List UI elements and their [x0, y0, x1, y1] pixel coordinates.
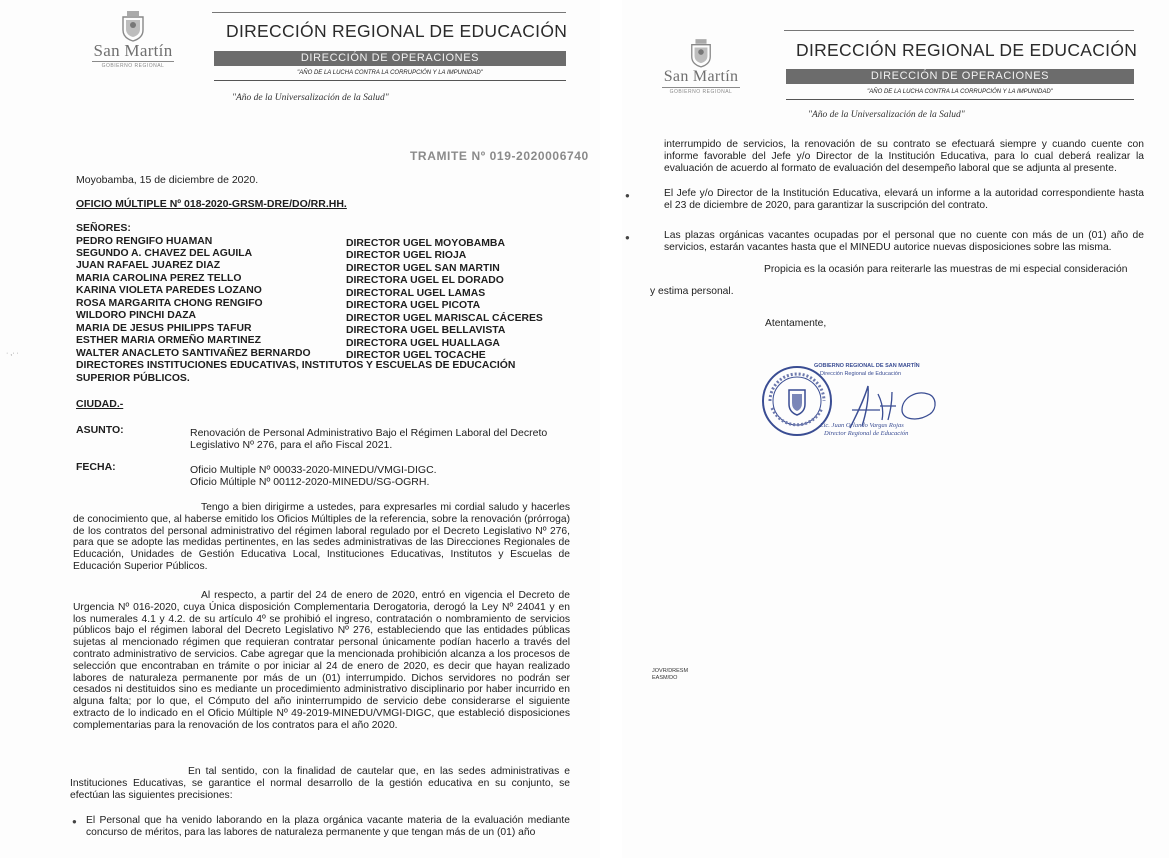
recipient-name: JUAN RAFAEL JUAREZ DIAZ [76, 260, 221, 271]
recipient-name: PEDRO RENGIFO HUAMAN [76, 236, 213, 247]
logo-name: San Martín [93, 41, 173, 60]
logo-subtitle: GOBIERNO REGIONAL [669, 89, 733, 95]
regional-crest-icon [120, 10, 146, 42]
asunto-text: Renovación de Personal Administrativo Bajo el Régimen Laboral del Decreto [190, 427, 548, 439]
body-paragraph: Tengo a bien dirigirme a ustedes, para expresarles mi cordial saludo y hacerles de conocimiento que, al haberse emitido los Oficios Múltiples de la referencia, sobre la renovación (prórroga) de los contratos del personal administrativo del régimen laboral regulado por el Decreto Legislativo Nº 276, para que se adopte las medidas pertinentes, en las sedes administrativas de las Direcciones Regionales de Educación, Unidades de Gestión Educativa Local, Instituciones Educativas, Institutos y Escuelas de Educación Superior Públicos. [73, 502, 570, 572]
asunto-label: ASUNTO: [76, 424, 124, 436]
reference-initials: JOVR/DRESM [652, 668, 689, 674]
header-band: DIRECCIÓN DE OPERACIONES [214, 51, 566, 66]
recipient-role: DIRECTOR UGEL RIOJA [346, 250, 467, 261]
directors-line: DIRECTORES INSTITUCIONES EDUCATIVAS, INSTITUTOS Y ESCUELAS DE EDUCACIÓN [76, 360, 516, 371]
recipient-role: DIRECTOR UGEL MOYOBAMBA [346, 238, 505, 249]
fecha-label: FECHA: [76, 461, 116, 473]
bullet-item: El Jefe y/o Director de la Institución Educativa, elevará un informe a la autoridad correspondiente hasta el 23 de diciembre de 2020, para garantizar la suscripción del contrato. [664, 188, 1144, 211]
header-motto: "AÑO DE LA LUCHA CONTRA LA CORRUPCIÓN Y LA IMPUNIDAD" [867, 89, 1053, 95]
closing-line: Propicia es la ocasión para reiterarle las muestras de mi especial consideración [764, 264, 1128, 275]
bullet-item: El Personal que ha venido laborando en la plaza orgánica vacante materia de la evaluación mediante concurso de méritos, para las labores de naturaleza permanente y que tengan más de un (01) año [86, 815, 570, 838]
recipient-role: DIRECTORA UGEL EL DORADO [346, 275, 504, 286]
logo-name: San Martín [663, 68, 739, 85]
year-label: "Año de la Universalización de la Salud" [808, 110, 965, 120]
page-gutter [600, 0, 622, 858]
recipient-name: WALTER ANACLETO SANTIVAÑEZ BERNARDO [76, 348, 311, 359]
recipient-name: SEGUNDO A. CHAVEZ DEL AGUILA [76, 248, 253, 259]
body-paragraph: interrumpido de servicios, la renovación de su contrato se efectuará siempre y cuando cuente con informe favorable del Jefe y/o Director de la Institución Educativa, para lo cual deberá realizar la evaluación de acuerdo al formato de evaluación del desempeño laboral que se adjunta al presente. [664, 139, 1144, 174]
asunto-text: Legislativo Nº 276, para el año Fiscal 2021. [190, 439, 393, 451]
recipient-role: DIRECTORAL UGEL LAMAS [346, 288, 486, 299]
recipient-role: DIRECTORA UGEL PICOTA [346, 300, 481, 311]
tramite-number: TRAMITE Nº 019-2020006740 [410, 149, 589, 163]
bullet-item: Las plazas orgánicas vacantes ocupadas por el personal que no cuente con más de un (01) año de servicios, estarán vacantes hasta que el MINEDU autorice nuevas disposiciones sobre las misma. [664, 230, 1144, 253]
header-band: DIRECCIÓN DE OPERACIONES [786, 69, 1134, 84]
header-title: DIRECCIÓN REGIONAL DE EDUCACIÓN [796, 40, 1138, 60]
directors-line: SUPERIOR PÚBLICOS. [76, 373, 190, 384]
signer-name: Lic. Juan Orlando Vargas Rojas [820, 422, 904, 429]
document-page-2: San Martín GOBIERNO REGIONAL DIRECCIÓN REGIONAL DE EDUCACIÓN DIRECCIÓN DE OPERACIONES "AÑO DE LA LUCHA CONTRA LA CORRUPCIÓN Y LA IMPUNIDAD" "Año de la Universalización de la Salud" interrumpido de servicios, la renovación de su contrato se efectuará siempre y cuando cuente con informe favorable del Jefe y/o Director de la Institución Educativa, para lo cual deberá realizar la evaluación de acuerdo al formato de evaluación del desempeño laboral que se adjunta al presente. ● El Jefe y/o Director de la Institución Educativa, elevará un informe a la autoridad correspondiente hasta el 23 de diciembre de 2020, para garantizar la suscripción del contrato. ● Las plazas orgánicas vacantes ocupadas por el personal que no cuente con más de un (01) año de servicios, estarán vacantes hasta que el MINEDU autorice nuevas disposiciones sobre las misma. Propicia es la ocasión para reiterarle las muestras de mi especial consideración y estima personal. Atentamente, GOBIERNO REGIONAL DE SAN MARTÍN Dirección Regional de Educación Lic. Juan Orlando Vargas Rojas Director Regional de Educación JOVR/DRESM EASM/DO [622, 0, 1169, 858]
recipient-name: WILDORO PINCHI DAZA [76, 310, 197, 321]
regional-logo [88, 10, 178, 69]
reference-line: Oficio Multiple Nº 00033-2020-MINEDU/VMGI-DIGC. [190, 464, 437, 476]
recipient-role: DIRECTORA UGEL HUALLAGA [346, 338, 500, 349]
signer-title: Director Regional de Educación [824, 430, 909, 437]
regional-logo [658, 38, 744, 95]
place-date: Moyobamba, 15 de diciembre de 2020. [76, 174, 259, 186]
city-line: CIUDAD.- [76, 398, 124, 410]
salutation: SEÑORES: [76, 222, 131, 234]
recipient-name: MARIA DE JESUS PHILIPPS TAFUR [76, 323, 252, 334]
stamp-dept: Dirección Regional de Educación [820, 371, 902, 377]
recipient-role: DIRECTOR UGEL MARISCAL CÁCERES [346, 313, 543, 324]
body-paragraph: En tal sentido, con la finalidad de cautelar que, en las sedes administrativas e Instituciones Educativas, se garantice el normal desarrollo de la gestión educativa en su conjunto, se efectúan las siguientes precisiones: [70, 766, 570, 801]
closing-line: y estima personal. [650, 286, 734, 297]
recipient-role: DIRECTORA UGEL BELLAVISTA [346, 325, 506, 336]
recipient-name: KARINA VIOLETA PAREDES LOZANO [76, 285, 262, 296]
year-label: "Año de la Universalización de la Salud" [232, 93, 389, 103]
header-title: DIRECCIÓN REGIONAL DE EDUCACIÓN [226, 21, 568, 41]
stamp-org: GOBIERNO REGIONAL DE SAN MARTÍN [814, 363, 920, 369]
header-motto: "AÑO DE LA LUCHA CONTRA LA CORRUPCIÓN Y LA IMPUNIDAD" [297, 70, 483, 76]
recipient-name: MARIA CAROLINA PEREZ TELLO [76, 273, 242, 284]
recipient-name: ESTHER MARIA ORMEÑO MARTINEZ [76, 335, 261, 346]
valediction: Atentamente, [765, 318, 827, 329]
reference-line: Oficio Múltiple Nº 00112-2020-MINEDU/SG-OGRH. [190, 476, 430, 488]
reference-initials: EASM/DO [652, 675, 678, 681]
oficio-number: OFICIO MÚLTIPLE Nº 018-2020-GRSM-DRE/DO/RR.HH. [76, 198, 347, 210]
recipient-role: DIRECTOR UGEL TOCACHE [346, 350, 486, 361]
regional-crest-icon [689, 38, 713, 68]
document-page-1: San Martín GOBIERNO REGIONAL DIRECCIÓN REGIONAL DE EDUCACIÓN DIRECCIÓN DE OPERACIONES "AÑO DE LA LUCHA CONTRA LA CORRUPCIÓN Y LA IMPUNIDAD" "Año de la Universalización de la Salud" TRAMITE Nº 019-2020006740 Moyobamba, 15 de diciembre de 2020. OFICIO MÚLTIPLE Nº 018-2020-GRSM-DRE/DO/RR.HH. SEÑORES: PEDRO RENGIFO HUAMAN DIRECTOR UGEL MOYOBAMBA SEGUNDO A. CHAVEZ DEL AGUILA DIRECTOR UGEL RIOJA JUAN RAFAEL JUAREZ DIAZ DIRECTOR UGEL SAN MARTIN MARIA CAROLINA PEREZ TELLO DIRECTORA UGEL EL DORADO KARINA VIOLETA PAREDES LOZANO DIRECTORAL UGEL LAMAS ROSA MARGARITA CHONG RENGIFO DIRECTORA UGEL PICOTA WILDORO PINCHI DAZA DIRECTOR UGEL MARISCAL CÁCERES MARIA DE JESUS PHILIPPS TAFUR DIRECTORA UGEL BELLAVISTA ESTHER MARIA ORMEÑO MARTINEZ DIRECTORA UGEL HUALLAGA WALTER ANACLETO SANTIVAÑEZ BERNARDO DIRECTOR UGEL TOCACHE DIRECTORES INSTITUCIONES EDUCATIVAS, INSTITUTOS Y ESCUELAS DE EDUCACIÓN SUPERIOR PÚBLICOS. CIUDAD.- ASUNTO: Renovación de Personal Administrativo Bajo el Régimen Laboral del Decreto Legislativo Nº 276, para el año Fiscal 2021. FECHA: Oficio Multiple Nº 00033-2020-MINEDU/VMGI-DIGC. Oficio Múltiple Nº 00112-2020-MINEDU/SG-OGRH. Tengo a bien dirigirme a ustedes, para expresarles mi cordial saludo y hacerles de conocimiento que, al haberse emitido los Oficios Múltiples de la referencia, sobre la renovación (prórroga) de los contratos del personal administrativo del régimen laboral regulado por el Decreto Legislativo Nº 276, para que se adopte las medidas pertinentes, en las sedes administrativas de las Direcciones Regionales de Educación, Unidades de Gestión Educativa Local, Instituciones Educativas, Institutos y Escuelas de Educación Superior Públicos. Al respecto, a partir del 24 de enero de 2020, entró en vigencia el Decreto de Urgencia Nº 016-2020, cuya Única disposición Complementaria Derogatoria, derogó la Ley Nº 24041 y en los numerales 4.1 y 4.2. de su artículo 4º se prohibió el ingreso, contratación o nombramiento de servicios públicos bajo el régimen laboral del Decreto Legislativo Nº 276, estableciendo que las entidades públicas sujetas al mencionado régimen que requieran contratar personal únicamente podían hacerlo a través del contrato administrativo de servicios. Cabe agregar que la mencionada prohibición alcanza a los procesos de selección que encontraban en trámite o por iniciar al 24 de enero de 2020, es decir que hayan realizado labores de naturaleza permanente por más de un (01) interrumpido. Dichos servidores no podrán ser cesados ni destituidos sino es mediante un procedimiento administrativo disciplinario por haber incurrido en alguna falta; por lo que, el Cómputo del año ininterrumpido de servicio debe considerarse el siguiente extracto de lo indicado en el Oficio Múltiple Nº 49-2019-MINEDU/VMGI-DIGC, que estableció disposiciones complementarias para la renovación de los contratos para el año 2020. En tal sentido, con la finalidad de cautelar que, en las sedes administrativas e Instituciones Educativas, se garantice el normal desarrollo de la gestión educativa en su conjunto, se efectúan las siguientes precisiones: ● El Personal que ha venido laborando en la plaza orgánica vacante materia de la evaluación mediante concurso de méritos, para las labores de naturaleza permanente y que tengan más de un (01) año · ,· · [0, 0, 600, 858]
logo-subtitle: GOBIERNO REGIONAL [101, 63, 165, 69]
recipient-role: DIRECTOR UGEL SAN MARTIN [346, 263, 500, 274]
body-paragraph: Al respecto, a partir del 24 de enero de 2020, entró en vigencia el Decreto de Urgencia Nº 016-2020, cuya Única disposición Complementaria Derogatoria, derogó la Ley Nº 24041 y en los numerales 4.1 y 4.2. de su artículo 4º se prohibió el ingreso, contratación o nombramiento de servicios públicos bajo el régimen laboral del Decreto Legislativo Nº 276, estableciendo que las entidades públicas sujetas al mencionado régimen que requieran contratar personal únicamente podían hacerlo a través del contrato administrativo de servicios. Cabe agregar que la mencionada prohibición alcanza a los procesos de selección que encontraban en trámite o por iniciar al 24 de enero de 2020, es decir que hayan realizado labores de naturaleza permanente por más de un (01) interrumpido. Dichos servidores no podrán ser cesados ni destituidos sino es mediante un procedimiento administrativo disciplinario por haber incurrido en alguna falta; por lo que, el Cómputo del año ininterrumpido de servicio debe considerarse el siguiente extracto de lo indicado en el Oficio Múltiple Nº 49-2019-MINEDU/VMGI-DIGC, que estableció disposiciones complementarias para la renovación de los contratos para el año 2020. [73, 590, 570, 731]
recipient-name: ROSA MARGARITA CHONG RENGIFO [76, 298, 263, 309]
